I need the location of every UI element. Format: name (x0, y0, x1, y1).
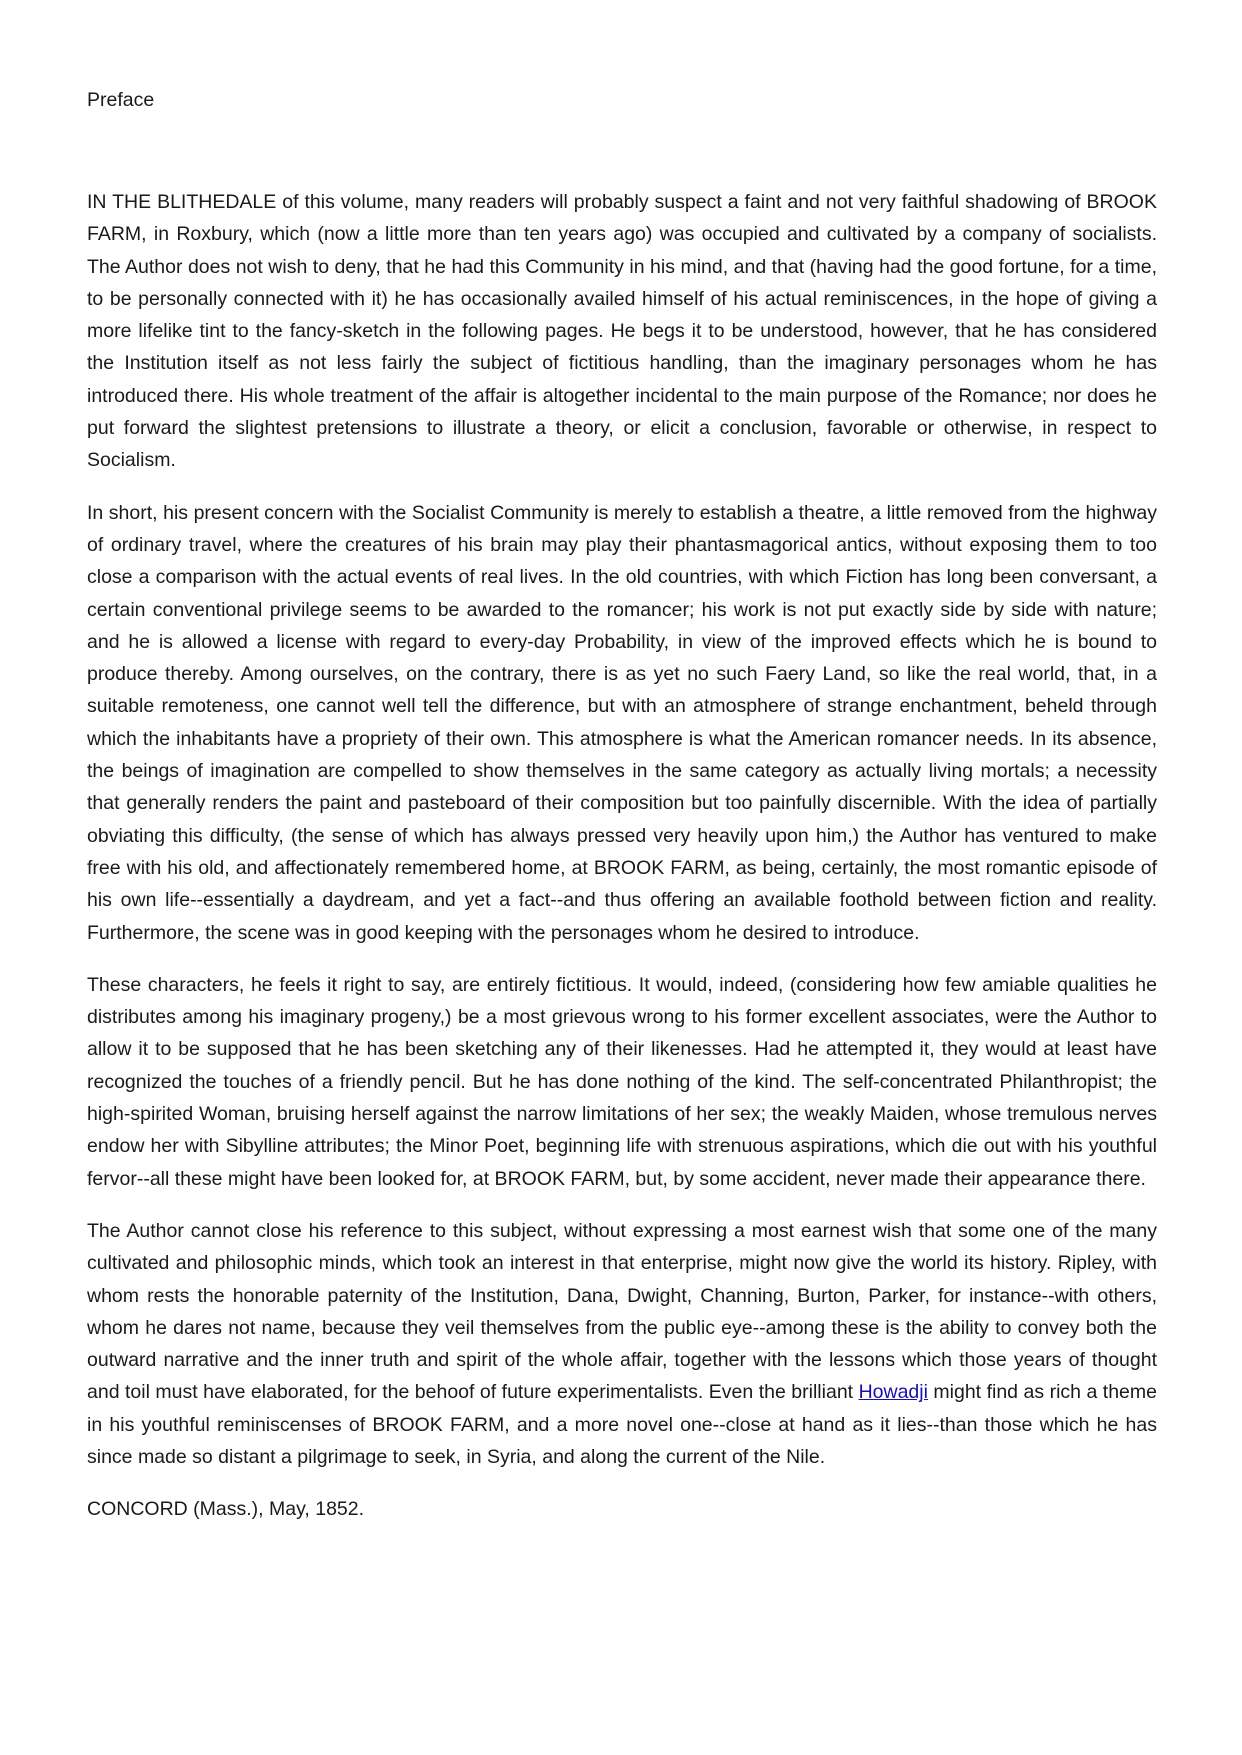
page-title: Preface (87, 89, 155, 111)
paragraph-4-text-after-link: might find as rich a theme in his youthful reminiscenses of BROOK FARM, and a more novel one--close at hand as it lies--than those which he has since made so distant a pilgrimage to seek, in Syria, and along the current of the Nile. (87, 1381, 1157, 1468)
closing-signature: CONCORD (Mass.), May, 1852. (87, 1498, 365, 1521)
paragraph-4 (87, 1215, 1157, 1473)
paragraph-4-text-before-link: The Author cannot close his reference to this subject, without expressing a most earnest wish that some one of the many cultivated and philosophic minds, which took an interest in that enterprise, might now give the world its history. Ripley, with whom rests the honorable paternity of the Institution, Dana, Dwight, Channing, Burton, Parker, for instance--with others, whom he dares not name, because they veil themselves from the public eye--among these is the ability to convey both the outward narrative and the inner truth and spirit of the whole affair, together with the lessons which those years of thought and toil must have elaborated, for the behoof of future experimentalists. Even the brilliant (87, 1219, 1157, 1404)
paragraph-1: IN THE BLITHEDALE of this volume, many readers will probably suspect a faint and not very faithful shadowing of BROOK FARM, in Roxbury, which (now a little more than ten years ago) was occupied and cultivated by a company of socialists. The Author does not wish to deny, that he had this Community in his mind, and that (having had the good fortune, for a time, to be personally connected with it) he has occasionally availed himself of his actual reminiscences, in the hope of giving a more lifelike tint to the fancy-sketch in the following pages. He begs it to be understood, however, that he has considered the Institution itself as not less fairly the subject of fictitious handling, than the imaginary personages whom he has introduced there. His whole treatment of the affair is altogether incidental to the main purpose of the Romance; nor does he put forward the slightest pretensions to illustrate a theory, or elicit a conclusion, favorable or otherwise, in respect to Socialism. (87, 191, 1157, 472)
paragraph-2: In short, his present concern with the Socialist Community is merely to establish a theatre, a little removed from the highway of ordinary travel, where the creatures of his brain may play their phantasmagorical antics, without exposing them to too close a comparison with the actual events of real lives. In the old countries, with which Fiction has long been conversant, a certain conventional privilege seems to be awarded to the romancer; his work is not put exactly side by side with nature; and he is allowed a license with regard to every-day Probability, in view of the improved effects which he is bound to produce thereby. Among ourselves, on the contrary, there is as yet no such Faery Land, so like the real world, that, in a suitable remoteness, one cannot well tell the difference, but with an atmosphere of strange enchantment, beheld through which the inhabitants have a propriety of their own. This atmosphere is what the American romancer needs. In its absence, the beings of imagination are compelled to show themselves in the same category as actually living mortals; a necessity that generally renders the paint and pasteboard of their composition but too painfully discernible. With the idea of partially obviating this difficulty, (the sense of which has always pressed very heavily upon him,) the Author has ventured to make free with his old, and affectionately remembered home, at BROOK FARM, as being, certainly, the most romantic episode of his own life--essentially a daydream, and yet a fact--and thus offering an available foothold between fiction and reality. Furthermore, the scene was in good keeping with the personages whom he desired to introduce. (87, 501, 1157, 944)
paragraph-3: These characters, he feels it right to say, are entirely fictitious. It would, indeed, (considering how few amiable qualities he distributes among his imaginary progeny,) be a most grievous wrong to his former excellent associates, were the Author to allow it to be supposed that he has been sketching any of their likenesses. Had he attempted it, they would at least have recognized the touches of a friendly pencil. But he has done nothing of the kind. The self-concentrated Philanthropist; the high-spirited Woman, bruising herself against the narrow limitations of her sex; the weakly Maiden, whose tremulous nerves endow her with Sibylline attributes; the Minor Poet, beginning life with strenuous aspirations, which die out with his youthful fervor--all these might have been looked for, at BROOK FARM, but, by some accident, never made their appearance there. (87, 973, 1157, 1190)
document-page (87, 84, 1157, 1525)
howadji-link[interactable]: Howadji (858, 1381, 928, 1404)
